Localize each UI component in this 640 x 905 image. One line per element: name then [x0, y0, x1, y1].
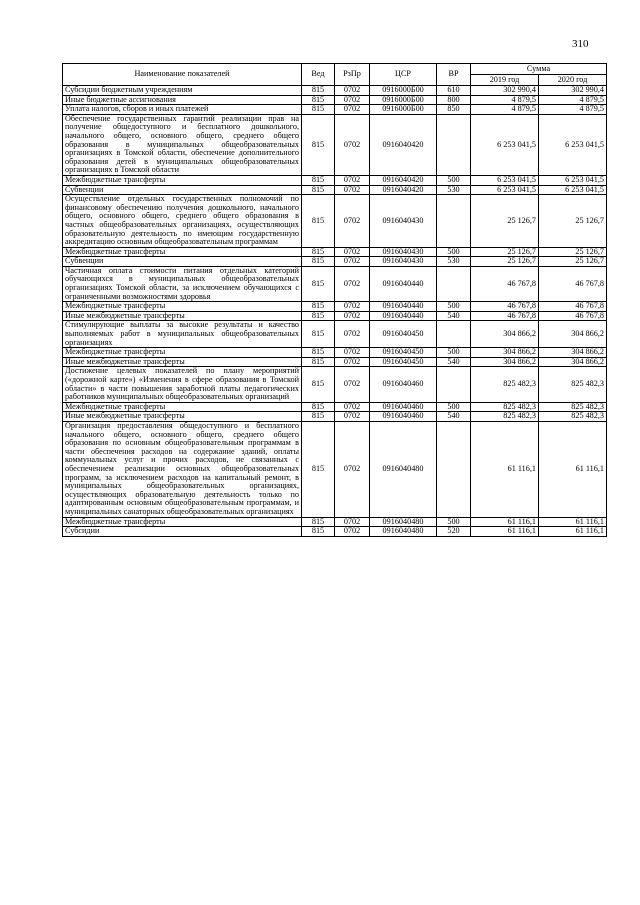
row-name: Обеспечение государственных гарантий реализации прав на получение общедоступного и бесплатного дошкольного, начального общего, основного общего, среднего общего образования в муниципальных общеобразовательных организациях в Томской области, обеспечение дополнительного образования детей в муниципальных общеобразовательных организациях в Томской области: [63, 114, 302, 175]
row-rzpr: 0702: [335, 402, 370, 412]
table-row: [63, 348, 607, 358]
row-vr: [437, 195, 471, 248]
row-csr: 0916040440: [370, 302, 437, 312]
row-ved: 815: [302, 402, 335, 412]
row-rzpr: 0702: [335, 311, 370, 321]
table-row: [63, 175, 607, 185]
row-name: Субвенции: [63, 185, 302, 195]
row-ved: 815: [302, 247, 335, 257]
row-vr: 500: [437, 302, 471, 312]
row-rzpr: 0702: [335, 421, 370, 517]
row-ved: 815: [302, 86, 335, 96]
row-sum-2020: 46 767,8: [539, 302, 607, 312]
table-row: [63, 114, 607, 175]
header-2020: 2020 год: [539, 75, 607, 86]
row-rzpr: 0702: [335, 175, 370, 185]
row-sum-2019: 25 126,7: [471, 195, 539, 248]
row-ved: 815: [302, 367, 335, 402]
header-csr: ЦСР: [370, 64, 437, 86]
row-name: Межбюджетные трансферты: [63, 247, 302, 257]
row-name: Частичная оплата стоимости питания отдельных категорий обучающихся в муниципальных общеобразовательных организациях Томской области, за исключением обучающихся с ограниченными возможностями здоровья: [63, 266, 302, 301]
table-row: [63, 517, 607, 527]
row-sum-2020: 61 116,1: [539, 517, 607, 527]
row-vr: 500: [437, 247, 471, 257]
table-row: [63, 105, 607, 115]
row-sum-2020: 302 990,4: [539, 86, 607, 96]
row-sum-2020: 6 253 041,5: [539, 114, 607, 175]
table-row: [63, 367, 607, 402]
row-csr: 0916040420: [370, 175, 437, 185]
page-number: 310: [572, 38, 589, 50]
row-name: Уплата налогов, сборов и иных платежей: [63, 105, 302, 115]
row-ved: 815: [302, 357, 335, 367]
table-row: [63, 195, 607, 248]
row-ved: 815: [302, 348, 335, 358]
row-sum-2019: 25 126,7: [471, 247, 539, 257]
row-sum-2020: 25 126,7: [539, 257, 607, 267]
row-sum-2019: 825 482,3: [471, 412, 539, 422]
row-csr: 0916040450: [370, 348, 437, 358]
row-vr: 500: [437, 402, 471, 412]
row-sum-2020: 46 767,8: [539, 311, 607, 321]
row-ved: 815: [302, 257, 335, 267]
row-name: Межбюджетные трансферты: [63, 517, 302, 527]
row-name: Межбюджетные трансферты: [63, 175, 302, 185]
row-csr: 0916040440: [370, 266, 437, 301]
row-sum-2019: 46 767,8: [471, 302, 539, 312]
row-rzpr: 0702: [335, 86, 370, 96]
table-row: [63, 311, 607, 321]
row-name: Осуществление отдельных государственных полномочий по финансовому обеспечению получения дошкольного, начального общего, основного общего, среднего общего образования в частных общеобразовательных организациях, осуществляющих образовательную деятельность по имеющим государственную аккредитацию основным общеобразовательным программам: [63, 195, 302, 248]
row-sum-2020: 25 126,7: [539, 195, 607, 248]
row-csr: 0916000Б00: [370, 95, 437, 105]
row-rzpr: 0702: [335, 247, 370, 257]
row-csr: 0916040460: [370, 367, 437, 402]
row-ved: 815: [302, 266, 335, 301]
row-csr: 0916040420: [370, 114, 437, 175]
header-ved: Вед: [302, 64, 335, 86]
row-name: Межбюджетные трансферты: [63, 348, 302, 358]
row-csr: 0916040430: [370, 195, 437, 248]
row-sum-2019: 6 253 041,5: [471, 175, 539, 185]
row-csr: 0916040480: [370, 527, 437, 537]
table-row: [63, 421, 607, 517]
row-vr: [437, 421, 471, 517]
row-vr: 530: [437, 257, 471, 267]
row-csr: 0916040430: [370, 247, 437, 257]
row-vr: [437, 266, 471, 301]
row-csr: 0916040440: [370, 311, 437, 321]
row-sum-2020: 6 253 041,5: [539, 185, 607, 195]
row-sum-2020: 4 879,5: [539, 95, 607, 105]
header-vr: ВР: [437, 64, 471, 86]
row-name: Межбюджетные трансферты: [63, 302, 302, 312]
table-row: [63, 321, 607, 348]
row-name: Иные межбюджетные трансферты: [63, 412, 302, 422]
budget-table: [62, 63, 607, 537]
row-rzpr: 0702: [335, 105, 370, 115]
table-row: [63, 257, 607, 267]
row-vr: 540: [437, 412, 471, 422]
row-rzpr: 0702: [335, 348, 370, 358]
row-ved: 815: [302, 105, 335, 115]
table-row: [63, 412, 607, 422]
row-ved: 815: [302, 95, 335, 105]
row-sum-2019: 6 253 041,5: [471, 114, 539, 175]
row-sum-2020: 25 126,7: [539, 247, 607, 257]
row-rzpr: 0702: [335, 114, 370, 175]
row-name: Достижение целевых показателей по плану мероприятий («дорожной карте») «Изменения в сфере образования в Томской области» в части повышения заработной платы педагогических работников муниципальных общеобразовательных организаций: [63, 367, 302, 402]
row-rzpr: 0702: [335, 195, 370, 248]
row-sum-2020: 825 482,3: [539, 402, 607, 412]
row-ved: 815: [302, 311, 335, 321]
row-ved: 815: [302, 517, 335, 527]
row-rzpr: 0702: [335, 95, 370, 105]
table-body: [63, 86, 607, 537]
row-vr: 610: [437, 86, 471, 96]
row-ved: 815: [302, 527, 335, 537]
row-ved: 815: [302, 185, 335, 195]
row-name: Стимулирующие выплаты за высокие результаты и качество выполняемых работ в муниципальных общеобразовательных организациях: [63, 321, 302, 348]
table-row: [63, 266, 607, 301]
row-name: Субсидии бюджетным учреждениям: [63, 86, 302, 96]
row-csr: 0916000Б00: [370, 105, 437, 115]
row-vr: 540: [437, 357, 471, 367]
row-rzpr: 0702: [335, 367, 370, 402]
table-row: [63, 357, 607, 367]
row-vr: 500: [437, 517, 471, 527]
table-row: [63, 86, 607, 96]
row-csr: 0916040420: [370, 185, 437, 195]
table-row: [63, 185, 607, 195]
row-csr: 0916040450: [370, 321, 437, 348]
row-ved: 815: [302, 421, 335, 517]
row-name: Иные межбюджетные трансферты: [63, 357, 302, 367]
row-csr: 0916000Б00: [370, 86, 437, 96]
header-sum: Сумма: [471, 64, 607, 75]
row-sum-2020: 304 866,2: [539, 348, 607, 358]
row-rzpr: 0702: [335, 412, 370, 422]
header-name: Наименование показателей: [63, 64, 302, 86]
row-sum-2020: 4 879,5: [539, 105, 607, 115]
row-name: Субвенции: [63, 257, 302, 267]
row-vr: 500: [437, 348, 471, 358]
row-sum-2019: 25 126,7: [471, 257, 539, 267]
row-sum-2020: 825 482,3: [539, 412, 607, 422]
row-rzpr: 0702: [335, 257, 370, 267]
row-rzpr: 0702: [335, 321, 370, 348]
row-sum-2019: 6 253 041,5: [471, 185, 539, 195]
row-ved: 815: [302, 175, 335, 185]
table-row: [63, 402, 607, 412]
row-sum-2019: 302 990,4: [471, 86, 539, 96]
table-row: [63, 95, 607, 105]
row-ved: 815: [302, 321, 335, 348]
row-vr: [437, 114, 471, 175]
row-csr: 0916040460: [370, 412, 437, 422]
row-ved: 815: [302, 412, 335, 422]
row-ved: 815: [302, 195, 335, 248]
row-sum-2019: 4 879,5: [471, 95, 539, 105]
row-sum-2019: 46 767,8: [471, 266, 539, 301]
row-sum-2019: 61 116,1: [471, 421, 539, 517]
row-csr: 0916040460: [370, 402, 437, 412]
row-sum-2020: 46 767,8: [539, 266, 607, 301]
row-csr: 0916040450: [370, 357, 437, 367]
row-sum-2020: 61 116,1: [539, 421, 607, 517]
row-rzpr: 0702: [335, 266, 370, 301]
row-sum-2020: 61 116,1: [539, 527, 607, 537]
row-rzpr: 0702: [335, 185, 370, 195]
row-vr: 800: [437, 95, 471, 105]
row-sum-2019: 46 767,8: [471, 311, 539, 321]
row-rzpr: 0702: [335, 517, 370, 527]
row-name: Межбюджетные трансферты: [63, 402, 302, 412]
row-vr: [437, 321, 471, 348]
header-2019: 2019 год: [471, 75, 539, 86]
row-sum-2020: 6 253 041,5: [539, 175, 607, 185]
row-vr: [437, 367, 471, 402]
row-name: Иные бюджетные ассигнования: [63, 95, 302, 105]
row-sum-2019: 825 482,3: [471, 367, 539, 402]
header-rzpr: РзПр: [335, 64, 370, 86]
row-sum-2019: 304 866,2: [471, 357, 539, 367]
row-ved: 815: [302, 114, 335, 175]
row-csr: 0916040480: [370, 421, 437, 517]
row-sum-2019: 825 482,3: [471, 402, 539, 412]
row-sum-2020: 304 866,2: [539, 357, 607, 367]
row-sum-2019: 304 866,2: [471, 348, 539, 358]
table-row: [63, 247, 607, 257]
row-vr: 850: [437, 105, 471, 115]
row-sum-2019: 304 866,2: [471, 321, 539, 348]
row-vr: 520: [437, 527, 471, 537]
row-rzpr: 0702: [335, 527, 370, 537]
row-vr: 540: [437, 311, 471, 321]
row-ved: 815: [302, 302, 335, 312]
row-sum-2020: 304 866,2: [539, 321, 607, 348]
row-sum-2019: 61 116,1: [471, 517, 539, 527]
table-row: [63, 527, 607, 537]
row-vr: 500: [437, 175, 471, 185]
row-name: Организация предоставления общедоступного и бесплатного начального общего, основного общего, среднего общего образования по основным общеобразовательным программам в части обеспечения расходов на содержание зданий, оплаты коммунальных услуг и прочих расходов, не связанных с обеспечением реализации основных общеобразовательных программ, за исключением расходов на капитальный ремонт, в муниципальных общеобразовательных организациях, осуществляющих образовательную деятельность только по адаптированным основным общеобразовательным программам, и муниципальных санаторных общеобразовательных организациях: [63, 421, 302, 517]
row-name: Субсидии: [63, 527, 302, 537]
row-sum-2019: 4 879,5: [471, 105, 539, 115]
row-rzpr: 0702: [335, 357, 370, 367]
row-sum-2020: 825 482,3: [539, 367, 607, 402]
row-sum-2019: 61 116,1: [471, 527, 539, 537]
row-vr: 530: [437, 185, 471, 195]
row-rzpr: 0702: [335, 302, 370, 312]
row-csr: 0916040430: [370, 257, 437, 267]
table-row: [63, 302, 607, 312]
row-csr: 0916040480: [370, 517, 437, 527]
row-name: Иные межбюджетные трансферты: [63, 311, 302, 321]
